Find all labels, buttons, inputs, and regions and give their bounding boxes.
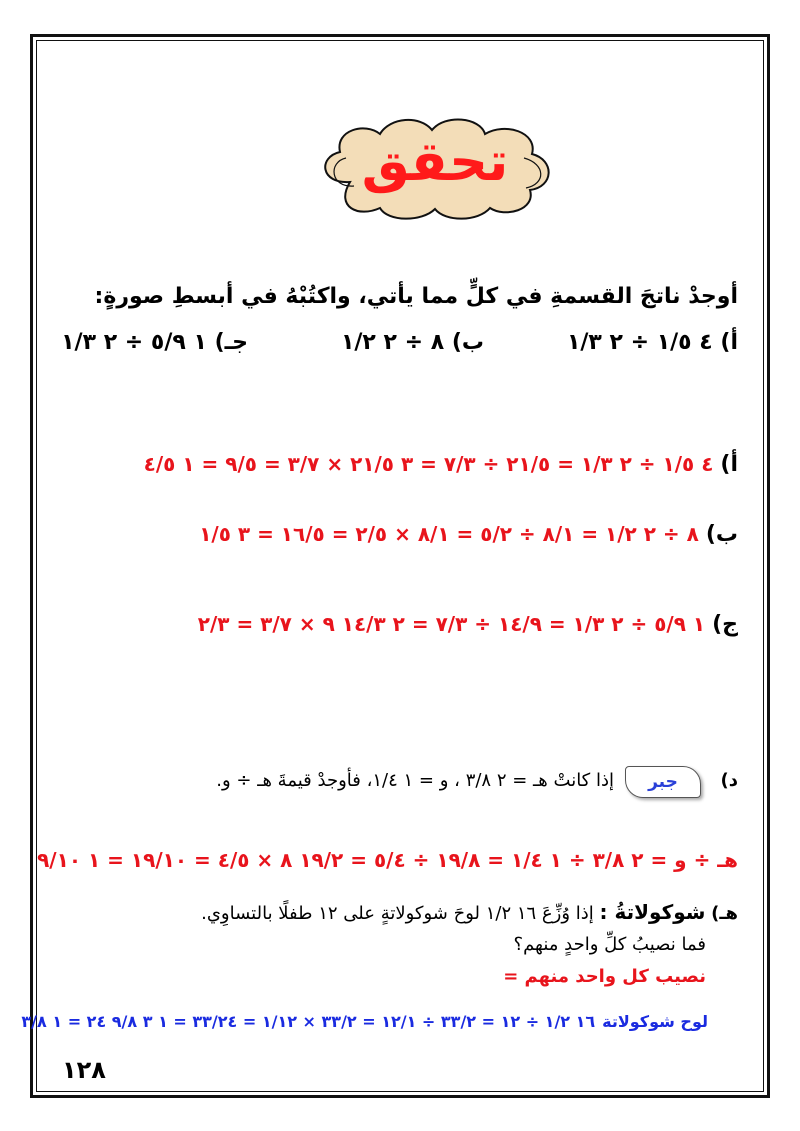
title-cloud bbox=[310, 112, 560, 222]
problem-c-label: جـ) bbox=[214, 330, 248, 355]
instruction-text: أوجدْ ناتجَ القسمةِ في كلٍّ مما يأتي، واكتُبْهُ في أبسطِ صورةٍ: bbox=[94, 284, 738, 309]
part-e-answer-unit: لوح شوكولاتة bbox=[602, 1012, 708, 1031]
solution-b-steps: ٨ ÷ ٢ ١/٢ = ٨/١ ÷ ٥/٢ = ٨/١ × ٢/٥ = ١٦/٥ = ٣ ١/٥ bbox=[199, 522, 699, 546]
page-number: ١٢٨ bbox=[62, 1056, 106, 1084]
part-e-line1 bbox=[201, 900, 738, 924]
problem-b-expr: ٨ ÷ ٢ ١/٢ bbox=[340, 330, 445, 355]
page-title: تحقق bbox=[361, 130, 509, 193]
part-e-answer bbox=[21, 1008, 708, 1032]
solution-b-label: ب) bbox=[705, 522, 738, 547]
part-e-question-2: فما نصيبُ كلِّ واحدٍ منهم؟ bbox=[513, 934, 706, 955]
problem-b bbox=[341, 330, 484, 355]
problem-a-label: أ) bbox=[720, 330, 738, 355]
problem-b-label: ب) bbox=[451, 330, 484, 355]
part-d-label: د) bbox=[720, 770, 738, 791]
part-d-answer-label: هـ ÷ و = bbox=[650, 848, 738, 872]
solution-a-label: أ) bbox=[720, 452, 738, 477]
part-e-question-1: إذا وُزِّعَ ١٦ ١/٢ لوحَ شوكولاتةٍ على ١٢ طفلًا بالتساوِي. bbox=[201, 903, 594, 924]
part-e-keyword: شوكولاتةُ : bbox=[599, 900, 706, 924]
algebra-badge: جبر bbox=[625, 766, 701, 798]
solution-c-label: ج) bbox=[712, 612, 738, 637]
problem-c bbox=[61, 330, 248, 355]
problem-a bbox=[567, 330, 738, 355]
part-d-question: إذا كانتْ هـ = ٢ ٣/٨ ، و = ١ ١/٤، فأوجدْ قيمةَ هـ ÷ و. bbox=[216, 770, 614, 791]
part-e-label: هـ) bbox=[711, 903, 738, 924]
solution-b bbox=[199, 522, 738, 547]
part-d-answer bbox=[37, 848, 738, 872]
solution-c bbox=[198, 612, 738, 637]
part-e-answer-label: نصيب كل واحد منهم = bbox=[503, 966, 706, 987]
solution-a bbox=[144, 452, 738, 477]
part-d-answer-steps: ٢ ٣/٨ ÷ ١ ١/٤ = ١٩/٨ ÷ ٥/٤ = ١٩/٢ ٨ × ٤/٥ = ١٩/١٠ = ١ ٩/١٠ bbox=[37, 848, 644, 872]
solution-c-steps: ١ ٥/٩ ÷ ٢ ١/٣ = ١٤/٩ ÷ ٧/٣ = ٢ ١٤/٣ ٩ × ٣/٧ = ٢/٣ bbox=[197, 612, 706, 636]
problem-c-expr: ١ ٥/٩ ÷ ٢ ١/٣ bbox=[61, 330, 207, 355]
problem-a-expr: ٤ ١/٥ ÷ ٢ ١/٣ bbox=[566, 330, 713, 355]
solution-a-steps: ٤ ١/٥ ÷ ٢ ١/٣ = ٢١/٥ ÷ ٧/٣ = ٣ ٢١/٥ × ٣/٧ = ٩/٥ = ١ ٤/٥ bbox=[143, 452, 714, 476]
part-e-answer-steps: ١٦ ١/٢ ÷ ١٢ = ٣٣/٢ ÷ ١٢/١ = ٣٣/٢ × ١/١٢ = ٣٣/٢٤ = ١ ٣ ٩/٨ ٢٤ = ١ ٣/٨ bbox=[21, 1012, 596, 1031]
